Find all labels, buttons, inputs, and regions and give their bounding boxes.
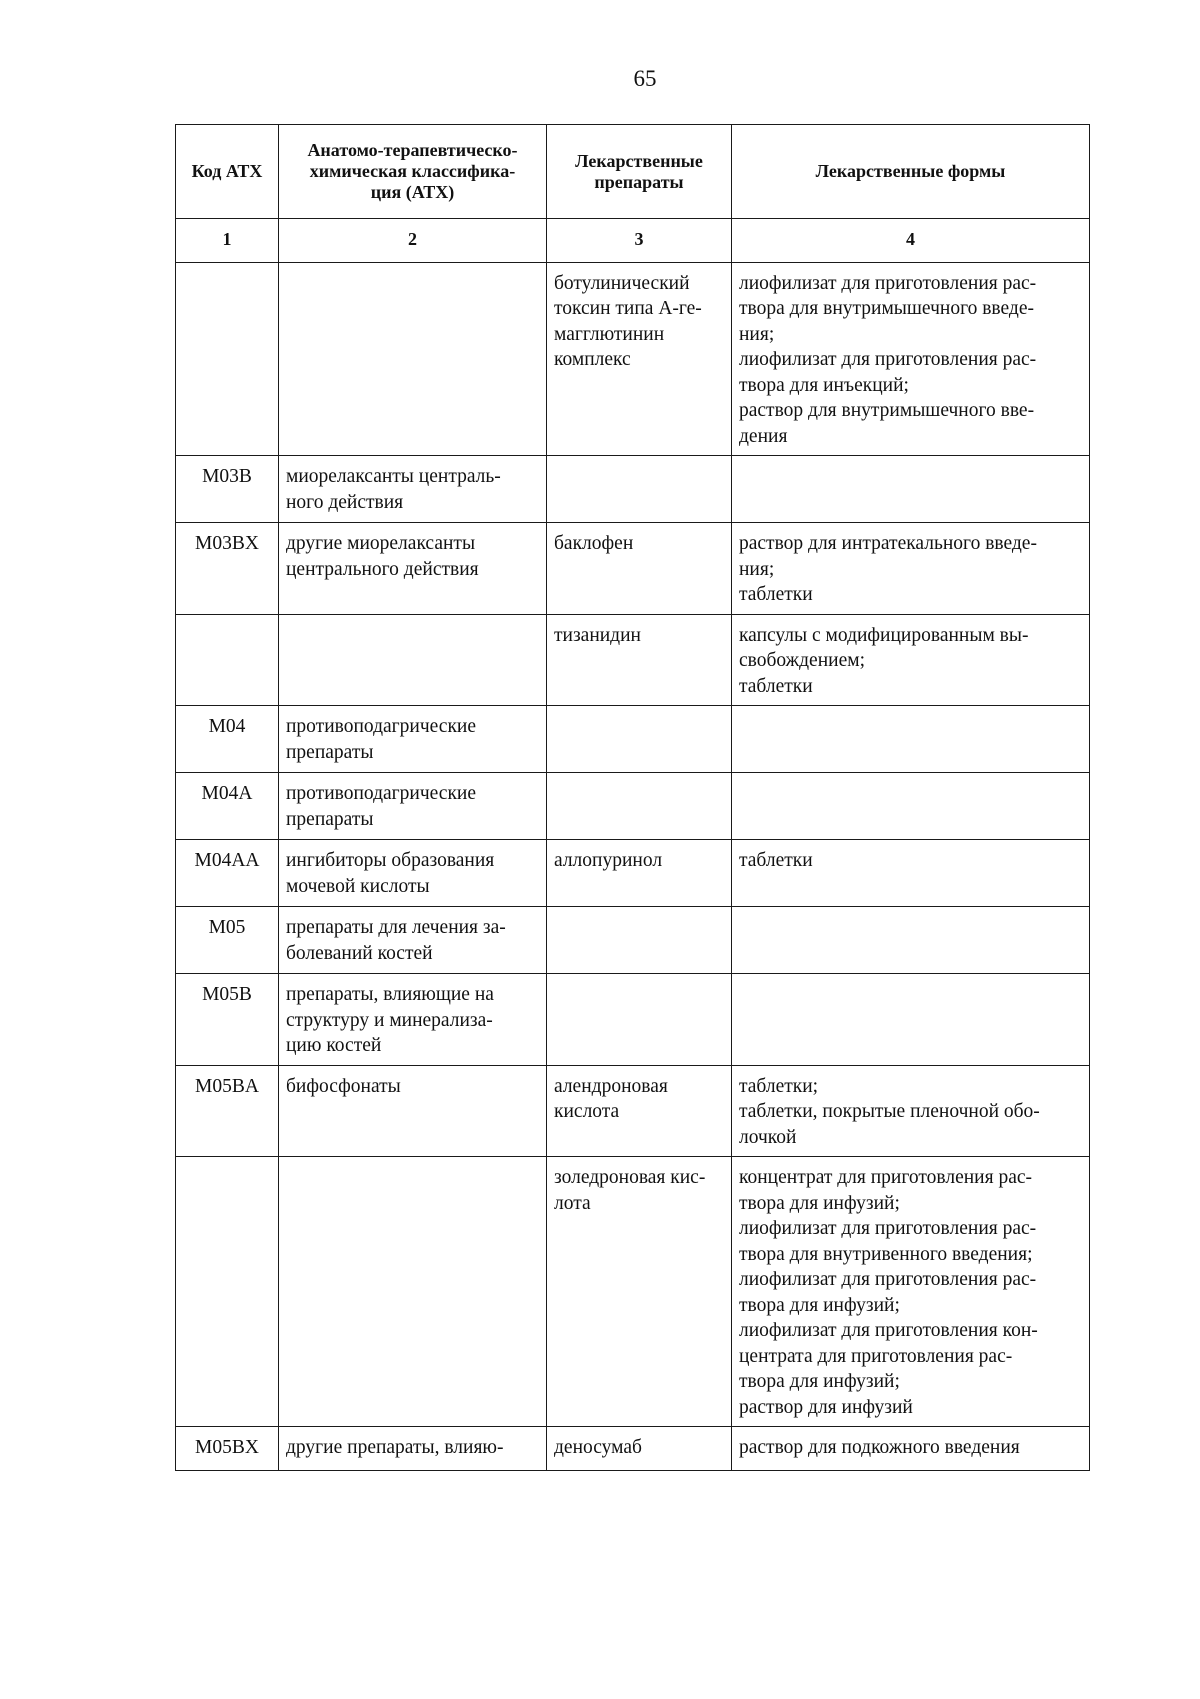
cell-dosage-forms-line: ния; [739,323,775,345]
cell-dosage-forms [732,840,1090,907]
table-row [176,773,1090,840]
table-body [176,262,1090,1471]
table-row [176,1065,1090,1157]
cell-dosage-forms [732,1065,1090,1157]
cell-dosage-forms-line: раствор для интратекального введе- [739,533,1037,554]
cell-atc-code: M05B [176,974,279,1066]
cell-atc-code: M03B [176,456,279,523]
cell-dosage-forms [732,262,1090,456]
cell-dosage-forms-line: твора для инъекций; [739,374,909,396]
cell-classification-line: другие миорелаксанты [286,533,476,554]
table-row [176,706,1090,773]
cell-atc-code [176,614,279,706]
cell-drug-line: золедроновая кис- [554,1167,706,1188]
cell-classification [279,614,547,706]
header-drugs-line: Лекарственные [575,150,703,171]
column-number: 4 [732,219,1090,263]
table-row [176,614,1090,706]
cell-dosage-forms [732,974,1090,1066]
cell-classification-line: миорелаксанты централь- [286,466,501,487]
cell-atc-code [176,1157,279,1427]
cell-dosage-forms-line: концентрат для приготовления рас- [739,1167,1032,1188]
cell-atc-code: M04 [176,706,279,773]
cell-classification [279,974,547,1066]
cell-drug [547,706,732,773]
cell-drug-line: деносумаб [554,1437,642,1458]
cell-dosage-forms [732,523,1090,615]
cell-classification-line: бифосфонаты [286,1075,401,1097]
cell-drug-line: лота [554,1192,591,1214]
cell-dosage-forms-line: капсулы с модифицированным вы- [739,624,1029,646]
cell-dosage-forms-line: таблетки [739,584,813,605]
column-number: 2 [279,219,547,263]
cell-classification [279,706,547,773]
cell-drug-line: токсин типа А-ге- [554,298,702,319]
cell-dosage-forms-line: твора для инфузий; [739,1192,900,1214]
cell-classification-line: препараты, влияющие на [286,984,494,1005]
cell-dosage-forms-line: лиофилизат для приготовления рас- [739,272,1037,294]
cell-dosage-forms-line: лиофилизат для приготовления кон- [739,1320,1038,1341]
cell-dosage-forms [732,1157,1090,1427]
table-row [176,1427,1090,1471]
cell-drug [547,907,732,974]
header-drugs-line: препараты [594,171,684,192]
cell-classification-line: цию костей [286,1035,382,1056]
cell-drug [547,614,732,706]
cell-classification-line: препараты для лечения за- [286,917,506,938]
cell-classification-line: противоподагрические [286,716,477,737]
cell-drug-line: кислота [554,1101,620,1122]
cell-dosage-forms [732,1427,1090,1471]
cell-drug [547,1157,732,1427]
header-classification-line: ция (АТХ) [370,182,455,202]
cell-dosage-forms-line: лочкой [739,1126,797,1148]
cell-atc-code: M05BX [176,1427,279,1471]
table-row [176,262,1090,456]
cell-classification [279,1157,547,1427]
cell-drug [547,1065,732,1157]
cell-dosage-forms-line: лиофилизат для приготовления рас- [739,349,1037,370]
cell-drug-line: тизанидин [554,624,641,646]
cell-drug [547,1427,732,1471]
table-row [176,523,1090,615]
cell-drug-line: баклофен [554,533,634,554]
atc-drug-table [175,124,1090,1471]
header-forms: Лекарственные формы [732,125,1090,219]
cell-dosage-forms-line: твора для инфузий; [739,1294,900,1316]
cell-classification [279,1065,547,1157]
cell-classification [279,840,547,907]
cell-classification [279,262,547,456]
cell-drug [547,262,732,456]
cell-drug [547,456,732,523]
cell-drug-line: аллопуринол [554,850,663,871]
cell-classification [279,523,547,615]
cell-dosage-forms [732,706,1090,773]
cell-classification [279,1427,547,1471]
cell-classification [279,773,547,840]
cell-dosage-forms-line: таблетки [739,850,813,871]
cell-atc-code: M04A [176,773,279,840]
cell-dosage-forms-line: раствор для инфузий [739,1396,913,1418]
header-classification-line: химическая классифика- [309,161,516,181]
cell-drug-line: алендроновая [554,1075,668,1097]
cell-atc-code: M05 [176,907,279,974]
cell-dosage-forms-line: свобождением; [739,650,865,671]
header-drugs [547,125,732,219]
cell-dosage-forms [732,456,1090,523]
cell-atc-code: M05BA [176,1065,279,1157]
cell-dosage-forms [732,614,1090,706]
cell-classification-line: центрального действия [286,558,479,580]
table-row [176,974,1090,1066]
cell-classification-line: болеваний костей [286,942,433,964]
cell-classification-line: ингибиторы образования [286,850,495,871]
table-row [176,840,1090,907]
cell-drug-line: ботулинический [554,272,690,294]
cell-classification [279,907,547,974]
cell-drug-line: комплекс [554,349,631,370]
cell-dosage-forms-line: таблетки; [739,1075,819,1097]
cell-drug [547,840,732,907]
column-number: 1 [176,219,279,263]
cell-dosage-forms-line: таблетки, покрытые пленочной обо- [739,1101,1040,1122]
cell-dosage-forms-line: таблетки [739,675,813,697]
cell-dosage-forms-line: раствор для подкожного введения [739,1437,1020,1458]
cell-dosage-forms-line: твора для внутривенного введения; [739,1243,1033,1265]
cell-dosage-forms-line: лиофилизат для приготовления рас- [739,1269,1037,1290]
cell-drug [547,523,732,615]
cell-classification-line: противоподагрические [286,783,477,804]
page-number: 65 [633,66,657,91]
cell-classification-line: структуру и минерализа- [286,1009,493,1031]
table-header-row [176,125,1090,219]
cell-dosage-forms [732,773,1090,840]
header-classification-line: Анатомо-терапевтическо- [307,140,518,160]
cell-dosage-forms-line: твора для внутримышечного введе- [739,298,1034,319]
cell-dosage-forms-line: центрата для приготовления рас- [739,1345,1013,1367]
cell-dosage-forms-line: дения [739,425,788,447]
table-row [176,1157,1090,1427]
column-number: 3 [547,219,732,263]
table-row [176,907,1090,974]
cell-classification-line: мочевой кислоты [286,875,430,897]
column-number-row [176,219,1090,263]
cell-classification-line: препараты [286,808,374,830]
cell-classification [279,456,547,523]
cell-classification-line: препараты [286,741,374,763]
cell-drug [547,974,732,1066]
header-code: Код АТХ [176,125,279,219]
cell-dosage-forms-line: раствор для внутримышечного вве- [739,400,1035,421]
cell-classification-line: ного действия [286,491,404,513]
cell-drug-line: магглютинин [554,323,665,345]
cell-atc-code: M04AA [176,840,279,907]
cell-dosage-forms-line: твора для инфузий; [739,1371,900,1392]
table-row [176,456,1090,523]
cell-atc-code: M03BX [176,523,279,615]
cell-dosage-forms [732,907,1090,974]
cell-dosage-forms-line: ния; [739,558,775,580]
cell-atc-code [176,262,279,456]
cell-drug [547,773,732,840]
cell-classification-line: другие препараты, влияю- [286,1437,504,1458]
cell-dosage-forms-line: лиофилизат для приготовления рас- [739,1218,1037,1239]
header-classification [279,125,547,219]
